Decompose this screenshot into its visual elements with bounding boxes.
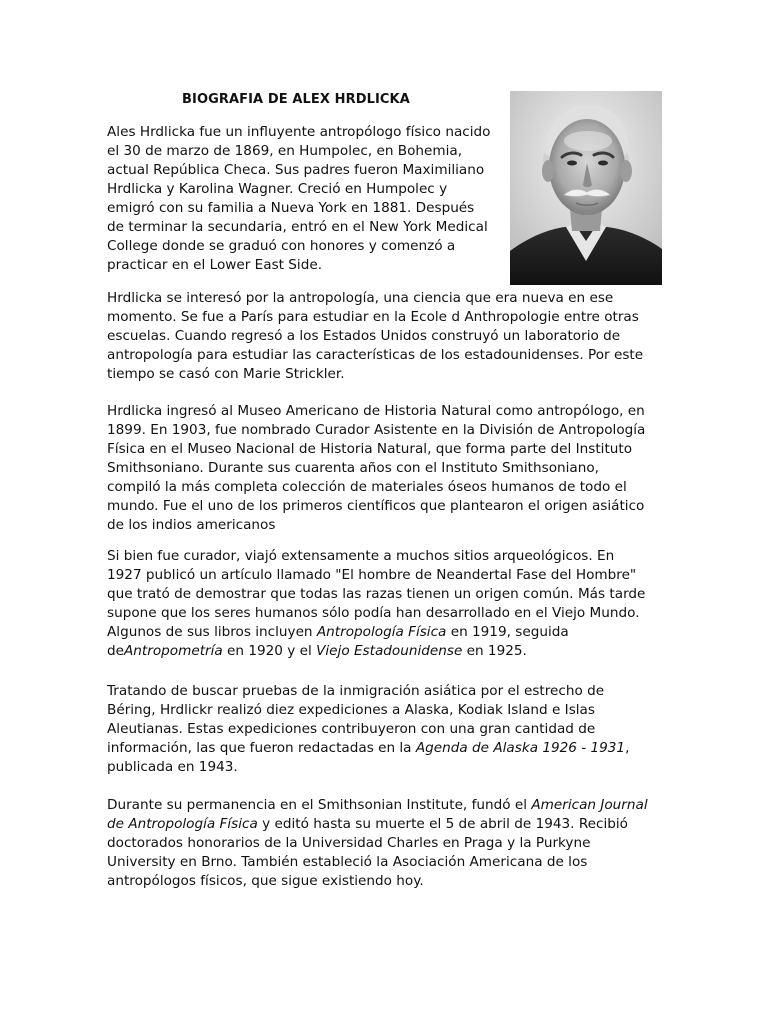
text-run: momento. Se fue a París para estudiar en la Ecole d Anthropologie entre otras xyxy=(107,309,639,325)
text-run: 1927 publicó un artículo llamado "El hombre de Neandertal Fase del Hombre" xyxy=(107,567,637,583)
paragraph-line xyxy=(107,365,643,384)
text-run: información, las que fueron redactadas en la xyxy=(107,740,416,756)
paragraph-line xyxy=(107,440,645,459)
text-run: antropología para estudiar las características de los estadounidenses. Por este xyxy=(107,347,644,363)
italic-title-text: de Antropología Física xyxy=(107,816,258,832)
italic-title-text: Antropometría xyxy=(124,643,223,659)
paragraph-line xyxy=(107,256,490,275)
text-run: mundo. Fue el uno de los primeros científicos que plantearon el origen asiático xyxy=(107,498,645,514)
text-run: College donde se graduó con honores y comenzó a xyxy=(107,238,456,254)
paragraph-line xyxy=(107,237,490,256)
portrait-illustration xyxy=(510,91,662,285)
text-run: de los indios americanos xyxy=(107,517,276,533)
paragraph-line xyxy=(107,566,645,585)
text-run: supone que los seres humanos sólo podía han desarrollado en el Viejo Mundo. xyxy=(107,605,640,621)
paragraph-3 xyxy=(107,402,645,535)
paragraph-line xyxy=(107,459,645,478)
text-run: doctorados honorarios de la Universidad Charles en Praga y la Purkyne xyxy=(107,835,591,851)
paragraph-line xyxy=(107,642,645,661)
document-title: BIOGRAFIA DE ALEX HRDLICKA xyxy=(182,92,410,107)
text-run: , xyxy=(625,740,630,756)
paragraph-line xyxy=(107,142,490,161)
paragraph-line xyxy=(107,834,648,853)
paragraph-2 xyxy=(107,289,643,384)
text-run: University en Brno. También estableció la Asociación Americana de los xyxy=(107,854,588,870)
paragraph-6 xyxy=(107,796,648,891)
text-run: Tratando de buscar pruebas de la inmigración asiática por el estrecho de xyxy=(107,683,605,699)
portrait-photo xyxy=(510,91,662,285)
text-run: Si bien fue curador, viajó extensamente a muchos sitios arqueológicos. En xyxy=(107,548,615,564)
paragraph-line xyxy=(107,123,490,142)
paragraph-line xyxy=(107,327,643,346)
text-run: publicada en 1943. xyxy=(107,759,238,775)
paragraph-line xyxy=(107,497,645,516)
paragraph-line xyxy=(107,218,490,237)
text-run: practicar en el Lower East Side. xyxy=(107,257,323,273)
paragraph-line xyxy=(107,853,648,872)
paragraph-line xyxy=(107,289,643,308)
italic-title-text: Viejo Estadounidense xyxy=(316,643,463,659)
paragraph-line xyxy=(107,701,629,720)
italic-title-text: American Journal xyxy=(531,797,648,813)
text-run: compiló la más completa colección de materiales óseos humanos de todo el xyxy=(107,479,627,495)
text-run: en 1920 y el xyxy=(222,643,317,659)
paragraph-line xyxy=(107,872,648,891)
paragraph-line xyxy=(107,421,645,440)
paragraph-line xyxy=(107,516,645,535)
text-run: Hrdlicka se interesó por la antropología, una ciencia que era nueva en ese xyxy=(107,290,614,306)
paragraph-line xyxy=(107,796,648,815)
paragraph-line xyxy=(107,739,629,758)
text-run: Smithsoniano. Durante sus cuarenta años con el Instituto Smithsoniano, xyxy=(107,460,600,476)
text-run: tiempo se casó con Marie Strickler. xyxy=(107,366,345,382)
paragraph-line xyxy=(107,682,629,701)
text-run: Hrdlicka ingresó al Museo Americano de Historia Natural como antropólogo, en xyxy=(107,403,645,419)
italic-title-text: Agenda de Alaska 1926 - 1931 xyxy=(415,740,626,756)
text-run: Algunos de sus libros incluyen xyxy=(107,624,317,640)
text-run: actual República Checa. Sus padres fueron Maximiliano xyxy=(107,162,485,178)
text-run: de xyxy=(107,643,124,659)
paragraph-line xyxy=(107,758,629,777)
paragraph-line xyxy=(107,547,645,566)
paragraph-5 xyxy=(107,682,629,777)
text-run: Durante su permanencia en el Smithsonian Institute, fundó el xyxy=(107,797,532,813)
text-run: de terminar la secundaria, entró en el New York Medical xyxy=(107,219,488,235)
paragraph-line xyxy=(107,478,645,497)
text-run: 1899. En 1903, fue nombrado Curador Asistente en la División de Antropología xyxy=(107,422,646,438)
text-run: en 1925. xyxy=(462,643,527,659)
paragraph-line xyxy=(107,623,645,642)
paragraph-line xyxy=(107,402,645,421)
paragraph-line xyxy=(107,161,490,180)
text-run: el 30 de marzo de 1869, en Humpolec, en Bohemia, xyxy=(107,143,463,159)
text-run: Béring, Hrdlickr realizó diez expediciones a Alaska, Kodiak Island e Islas xyxy=(107,702,595,718)
paragraph-1 xyxy=(107,123,490,275)
text-run: antropólogos físicos, que sigue existiendo hoy. xyxy=(107,873,424,889)
paragraph-line xyxy=(107,604,645,623)
text-run: Aleutianas. Estas expediciones contribuyeron con una gran cantidad de xyxy=(107,721,596,737)
text-run: y editó hasta su muerte el 5 de abril de 1943. Recibió xyxy=(257,816,628,832)
paragraph-line xyxy=(107,346,643,365)
text-run: Física en el Museo Nacional de Historia Natural, que forma parte del Instituto xyxy=(107,441,633,457)
paragraph-line xyxy=(107,180,490,199)
italic-title-text: Antropología Física xyxy=(316,624,447,640)
paragraph-line xyxy=(107,199,490,218)
text-run: emigró con su familia a Nueva York en 1881. Después xyxy=(107,200,475,216)
text-run: escuelas. Cuando regresó a los Estados Unidos construyó un laboratorio de xyxy=(107,328,621,344)
text-run: Hrdlicka y Karolina Wagner. Creció en Humpolec y xyxy=(107,181,448,197)
paragraph-line xyxy=(107,585,645,604)
paragraph-line xyxy=(107,720,629,739)
text-run: que trató de demostrar que todas las razas tienen un origen común. Más tarde xyxy=(107,586,646,602)
text-run: en 1919, seguida xyxy=(446,624,569,640)
paragraph-line xyxy=(107,308,643,327)
paragraph-4 xyxy=(107,547,645,661)
text-run: Ales Hrdlicka fue un influyente antropólogo físico nacido xyxy=(107,124,491,140)
paragraph-line xyxy=(107,815,648,834)
